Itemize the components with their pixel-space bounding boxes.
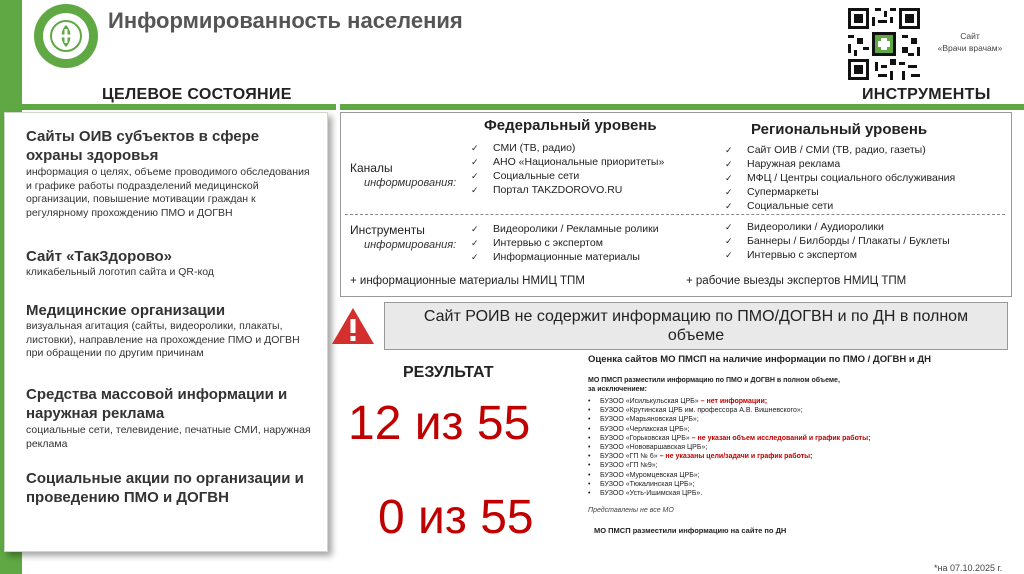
- mo-name: БУЗОО «Тюкалинская ЦРБ»;: [600, 480, 695, 488]
- list-item: [588, 471, 870, 480]
- warning-text: Сайт РОИВ не содержит информацию по ПМО/ДОГВН и по ДН в полном объеме: [423, 308, 969, 344]
- nmic-logo: [34, 4, 98, 68]
- result-heading: РЕЗУЛЬТАТ: [403, 364, 494, 381]
- exceptions-list: [588, 397, 870, 498]
- subtitle-line: МО ПМСП разместили информацию по ПМО и ДОГВН в полном объеме,: [588, 377, 840, 384]
- mo-name: БУЗОО «Усть-Ишимская ЦРБ».: [600, 490, 703, 498]
- mo-name: БУЗОО «Нововаршавская ЦРБ»;: [600, 444, 708, 452]
- list-item: ✓ АНО «Национальные приоритеты»: [471, 155, 664, 169]
- target-underline: [0, 104, 336, 110]
- federal-level-heading: Федеральный уровень: [484, 117, 657, 134]
- mo-name: БУЗОО «Черлакская ЦРБ»;: [600, 425, 690, 433]
- assessment-note: Представлены не все МО: [588, 507, 674, 514]
- list-item: [588, 397, 870, 406]
- list-item: [588, 415, 870, 424]
- mo-note: – не указан объем исследований и график работы;: [691, 434, 871, 442]
- mo-name: БУЗОО «Марьяновская ЦРБ»;: [600, 416, 699, 424]
- instruments-label: [350, 223, 456, 252]
- federal-channels-list: [471, 141, 664, 197]
- list-item: ✓ Видеоролики / Аудиоролики: [725, 220, 950, 234]
- list-item: ✓ Социальные сети: [471, 169, 664, 183]
- mo-name: БУЗОО «ГП №9»;: [600, 462, 658, 470]
- mo-name: БУЗОО «ГП № 6»: [600, 453, 658, 461]
- result-value-primary: 12 из 55: [348, 397, 531, 450]
- mo-note: – нет информации;: [700, 398, 768, 405]
- channels-subtitle: информирования:: [364, 177, 457, 189]
- list-item: [588, 443, 870, 452]
- site-label: Сайт: [960, 31, 980, 41]
- site-caption: [930, 30, 1010, 54]
- tools-heading: ИНСТРУМЕНТЫ: [862, 86, 991, 103]
- item-title: Средства массовой информации и наружная реклама: [26, 386, 288, 422]
- list-item: ✓ Интервью с экспертом: [471, 236, 659, 250]
- list-item: ✓ Интервью с экспертом: [725, 248, 950, 262]
- list-item: ✓ МФЦ / Центры социального обслуживания: [725, 171, 955, 185]
- list-item: ✓ Баннеры / Билборды / Плакаты / Буклеты: [725, 234, 950, 248]
- subtitle-line: за исключением:: [588, 386, 647, 393]
- item-description: визуальная агитация (сайты, видеоролики, плакаты, листовки), направление на прохождение ПМО и ДОГВН при обращении по другим причинам: [26, 320, 300, 359]
- list-item: ✓ Супермаркеты: [725, 185, 955, 199]
- warning-triangle-icon: [330, 306, 376, 351]
- item-title: Медицинские организации: [26, 302, 226, 319]
- list-item: [588, 434, 870, 443]
- page-title: Информированность населения: [108, 8, 463, 33]
- target-state-heading: ЦЕЛЕВОЕ СОСТОЯНИЕ: [102, 86, 292, 103]
- instruments-title: Инструменты: [350, 223, 425, 237]
- tools-underline: [340, 104, 1024, 110]
- regional-level-heading: Региональный уровень: [751, 121, 928, 138]
- federal-instruments-list: [471, 222, 659, 264]
- dn-assessment-caption: МО ПМСП разместили информацию на сайте по ДН: [594, 526, 787, 535]
- mo-name: БУЗОО «Исилькульская ЦРБ»: [600, 398, 699, 405]
- mo-name: БУЗОО «Крутинская ЦРБ им. профессора А.В. Вишневского»;: [600, 407, 803, 415]
- plus-materials: + информационные материалы НМИЦ ТПМ: [350, 275, 585, 287]
- item-description: кликабельный логотип сайта и QR-код: [26, 266, 214, 278]
- qr-code[interactable]: [845, 5, 923, 83]
- list-item: ✓ Информационные материалы: [471, 250, 659, 264]
- item-description: информация о целях, объеме проводимого обследования и графике работы подразделений медицинской организации, повышение мотивации граждан к регулярному прохождению ПМО и ДОГВН: [26, 166, 310, 219]
- row-divider: [345, 214, 1005, 215]
- site-name: «Врачи врачам»: [937, 43, 1003, 53]
- result-value-secondary: 0 из 55: [378, 491, 534, 544]
- list-item: [588, 489, 870, 498]
- list-item: [588, 461, 870, 470]
- warning-message: [384, 302, 1008, 350]
- item-title: Социальные акции по организации и проведению ПМО и ДОГВН: [26, 470, 304, 506]
- regional-channels-list: [725, 143, 955, 213]
- mo-name: БУЗОО «Муромцевская ЦРБ»;: [600, 471, 700, 479]
- assessment-subtitle: [588, 376, 840, 394]
- item-title: Сайты ОИВ субъектов в сфере охраны здоровья: [26, 128, 260, 164]
- list-item: [588, 406, 870, 415]
- list-item: ✓ Наружная реклама: [725, 157, 955, 171]
- item-title: Сайт «ТакЗдорово»: [26, 248, 173, 265]
- item-description: социальные сети, телевидение, печатные СМИ, наружная реклама: [26, 424, 311, 450]
- target-state-panel: [4, 112, 328, 552]
- list-item: ✓ Портал TAKZDOROVO.RU: [471, 183, 664, 197]
- logo-emblem-icon: [43, 13, 89, 59]
- regional-instruments-list: [725, 220, 950, 262]
- tools-table: [340, 112, 1012, 297]
- mo-note: – не указаны цели/задачи и график работы;: [659, 453, 813, 461]
- list-item: [588, 425, 870, 434]
- list-item: ✓ Социальные сети: [725, 199, 955, 213]
- list-item: [588, 452, 870, 461]
- date-footnote: *на 07.10.2025 г.: [934, 563, 1003, 573]
- list-item: ✓ Видеоролики / Рекламные ролики: [471, 222, 659, 236]
- list-item: ✓ Сайт ОИВ / СМИ (ТВ, радио, газеты): [725, 143, 955, 157]
- channels-label: [350, 161, 456, 190]
- mo-name: БУЗОО «Горьковская ЦРБ»: [600, 434, 690, 442]
- plus-expert-visits: + рабочие выезды экспертов НМИЦ ТПМ: [686, 275, 907, 287]
- channels-title: Каналы: [350, 161, 393, 175]
- instruments-subtitle: информирования:: [364, 239, 457, 251]
- assessment-title: Оценка сайтов МО ПМСП на наличие информации по ПМО / ДОГВН и ДН: [588, 354, 931, 365]
- list-item: ✓ СМИ (ТВ, радио): [471, 141, 664, 155]
- list-item: [588, 480, 870, 489]
